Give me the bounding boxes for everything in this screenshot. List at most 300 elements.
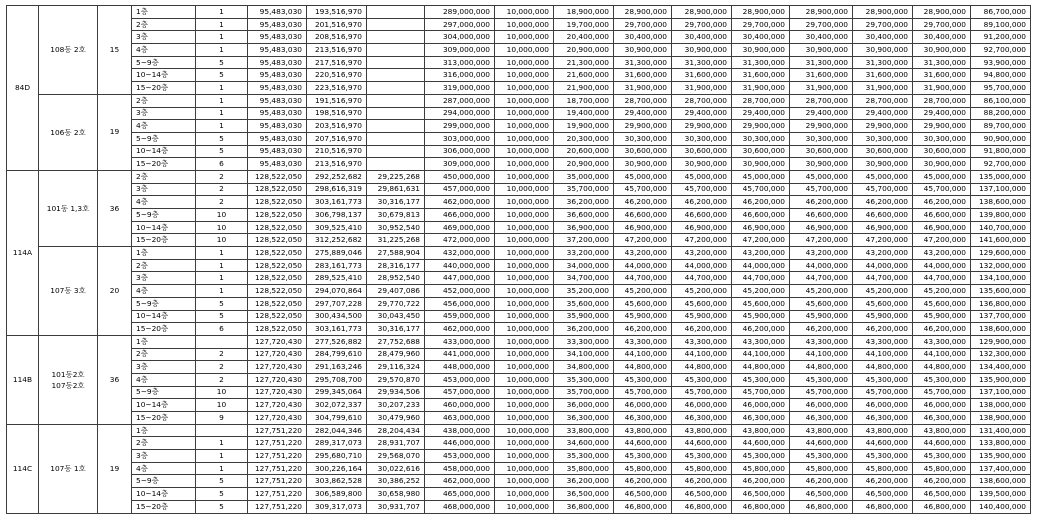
building-price-cell: 213,516,970	[307, 158, 367, 171]
interim-3-cell: 29,900,000	[732, 120, 790, 133]
building-price-cell: 304,799,610	[307, 412, 367, 425]
count-cell: 2	[196, 170, 248, 183]
balance-cell: 136,800,000	[971, 297, 1031, 310]
balance-cell: 92,700,000	[971, 158, 1031, 171]
interim-5-cell: 29,900,000	[853, 120, 913, 133]
interim-2-cell: 46,200,000	[672, 323, 732, 336]
interim-4-cell: 45,800,000	[790, 462, 853, 475]
interim-6-cell: 28,900,000	[913, 6, 971, 19]
supply-price-cell: 457,000,000	[425, 183, 495, 196]
interim-5-cell: 45,300,000	[853, 450, 913, 463]
balance-cell: 90,900,000	[971, 132, 1031, 145]
count-cell: 1	[196, 285, 248, 298]
interim-2-cell: 43,200,000	[672, 247, 732, 260]
count-cell: 1	[196, 6, 248, 19]
interim-3-cell: 45,000,000	[732, 170, 790, 183]
count-cell: 1	[196, 18, 248, 31]
interim-1-cell: 43,200,000	[614, 247, 672, 260]
balance-cell: 138,600,000	[971, 196, 1031, 209]
land-price-cell: 128,522,050	[248, 323, 307, 336]
interim-6-cell: 30,300,000	[913, 132, 971, 145]
units-cell: 19	[98, 424, 132, 513]
table-row	[7, 209, 1031, 222]
balance-cell: 139,500,000	[971, 488, 1031, 501]
supply-price-cell: 460,000,000	[425, 399, 495, 412]
count-cell: 6	[196, 323, 248, 336]
vat-cell: 29,407,086	[367, 285, 425, 298]
count-cell	[196, 424, 248, 437]
contract-2-cell: 35,700,000	[554, 183, 614, 196]
interim-6-cell: 46,600,000	[913, 209, 971, 222]
interim-5-cell: 31,900,000	[853, 82, 913, 95]
interim-1-cell: 44,100,000	[614, 348, 672, 361]
interim-4-cell: 31,600,000	[790, 69, 853, 82]
balance-cell: 140,700,000	[971, 221, 1031, 234]
contract-2-cell: 35,300,000	[554, 450, 614, 463]
table-row	[7, 145, 1031, 158]
area-type-cell: 114B	[7, 335, 39, 424]
interim-3-cell: 28,700,000	[732, 94, 790, 107]
interim-1-cell: 45,200,000	[614, 285, 672, 298]
interim-6-cell: 45,700,000	[913, 183, 971, 196]
balance-cell: 86,700,000	[971, 6, 1031, 19]
count-cell: 1	[196, 437, 248, 450]
balance-cell: 129,600,000	[971, 247, 1031, 260]
interim-2-cell: 46,900,000	[672, 221, 732, 234]
interim-1-cell: 29,900,000	[614, 120, 672, 133]
interim-1-cell: 46,000,000	[614, 399, 672, 412]
supply-price-cell: 316,000,000	[425, 69, 495, 82]
supply-price-cell: 448,000,000	[425, 361, 495, 374]
land-price-cell: 127,720,430	[248, 412, 307, 425]
balance-cell: 89,100,000	[971, 18, 1031, 31]
contract-1-cell: 10,000,000	[495, 488, 554, 501]
vat-cell: 30,316,177	[367, 323, 425, 336]
interim-1-cell: 45,000,000	[614, 170, 672, 183]
interim-1-cell: 29,700,000	[614, 18, 672, 31]
supply-price-cell: 452,000,000	[425, 285, 495, 298]
contract-2-cell: 21,900,000	[554, 82, 614, 95]
table-row	[7, 31, 1031, 44]
count-cell: 2	[196, 373, 248, 386]
balance-cell: 133,800,000	[971, 437, 1031, 450]
interim-3-cell: 30,300,000	[732, 132, 790, 145]
contract-1-cell: 10,000,000	[495, 158, 554, 171]
contract-1-cell: 10,000,000	[495, 500, 554, 513]
interim-3-cell: 46,200,000	[732, 196, 790, 209]
table-row	[7, 386, 1031, 399]
contract-2-cell: 36,200,000	[554, 196, 614, 209]
units-cell: 36	[98, 335, 132, 424]
interim-2-cell: 31,600,000	[672, 69, 732, 82]
interim-2-cell: 29,700,000	[672, 18, 732, 31]
interim-5-cell: 46,600,000	[853, 209, 913, 222]
interim-5-cell: 30,400,000	[853, 31, 913, 44]
interim-6-cell: 46,200,000	[913, 323, 971, 336]
floor-cell: 15~20층	[132, 323, 196, 336]
interim-4-cell: 46,900,000	[790, 221, 853, 234]
interim-1-cell: 29,400,000	[614, 107, 672, 120]
floor-cell: 5~9층	[132, 297, 196, 310]
interim-1-cell: 46,900,000	[614, 221, 672, 234]
interim-3-cell: 46,200,000	[732, 323, 790, 336]
floor-cell: 5~9층	[132, 132, 196, 145]
interim-1-cell: 44,800,000	[614, 361, 672, 374]
vat-cell	[367, 107, 425, 120]
interim-1-cell: 31,300,000	[614, 56, 672, 69]
interim-1-cell: 44,000,000	[614, 259, 672, 272]
floor-cell: 2층	[132, 94, 196, 107]
interim-4-cell: 30,600,000	[790, 145, 853, 158]
vat-cell	[367, 56, 425, 69]
interim-4-cell: 45,900,000	[790, 310, 853, 323]
interim-3-cell: 44,800,000	[732, 361, 790, 374]
land-price-cell: 95,483,030	[248, 158, 307, 171]
contract-2-cell: 36,600,000	[554, 209, 614, 222]
land-price-cell: 127,751,220	[248, 500, 307, 513]
interim-2-cell: 45,900,000	[672, 310, 732, 323]
interim-6-cell: 31,900,000	[913, 82, 971, 95]
interim-1-cell: 45,700,000	[614, 183, 672, 196]
vat-cell	[367, 158, 425, 171]
floor-cell: 5~9층	[132, 386, 196, 399]
vat-cell: 30,679,813	[367, 209, 425, 222]
floor-cell: 4층	[132, 120, 196, 133]
building-label: 107동 3호	[50, 286, 86, 296]
interim-2-cell: 46,000,000	[672, 399, 732, 412]
building-price-cell: 282,044,346	[307, 424, 367, 437]
balance-cell: 134,400,000	[971, 361, 1031, 374]
interim-3-cell: 44,600,000	[732, 437, 790, 450]
contract-1-cell: 10,000,000	[495, 399, 554, 412]
interim-1-cell: 30,900,000	[614, 44, 672, 57]
vat-cell: 29,770,722	[367, 297, 425, 310]
building-price-cell: 193,516,970	[307, 6, 367, 19]
interim-4-cell: 31,900,000	[790, 82, 853, 95]
table-row	[7, 412, 1031, 425]
count-cell: 2	[196, 196, 248, 209]
interim-1-cell: 44,600,000	[614, 437, 672, 450]
floor-cell: 10~14층	[132, 310, 196, 323]
interim-1-cell: 28,900,000	[614, 6, 672, 19]
interim-1-cell: 45,300,000	[614, 373, 672, 386]
interim-2-cell: 31,300,000	[672, 56, 732, 69]
count-cell: 1	[196, 247, 248, 260]
units-cell: 19	[98, 94, 132, 170]
building-label: 101동 1,3호	[46, 204, 90, 213]
count-cell: 1	[196, 272, 248, 285]
land-price-cell: 127,751,220	[248, 450, 307, 463]
interim-4-cell: 45,300,000	[790, 450, 853, 463]
table-row	[7, 335, 1031, 348]
contract-1-cell: 10,000,000	[495, 450, 554, 463]
interim-3-cell: 45,800,000	[732, 462, 790, 475]
contract-1-cell: 10,000,000	[495, 475, 554, 488]
contract-1-cell: 10,000,000	[495, 247, 554, 260]
vat-cell: 28,931,707	[367, 437, 425, 450]
contract-2-cell: 18,900,000	[554, 6, 614, 19]
interim-1-cell: 30,600,000	[614, 145, 672, 158]
floor-cell: 15~20층	[132, 158, 196, 171]
interim-5-cell: 30,600,000	[853, 145, 913, 158]
contract-1-cell: 10,000,000	[495, 31, 554, 44]
vat-cell	[367, 69, 425, 82]
supply-price-cell: 462,000,000	[425, 323, 495, 336]
contract-1-cell: 10,000,000	[495, 310, 554, 323]
contract-2-cell: 21,300,000	[554, 56, 614, 69]
vat-cell: 28,316,177	[367, 259, 425, 272]
table-row	[7, 399, 1031, 412]
area-type-cell: 114C	[7, 424, 39, 513]
building-price-cell: 295,680,710	[307, 450, 367, 463]
building-label: 101동2호	[51, 369, 85, 379]
table-row	[7, 373, 1031, 386]
interim-6-cell: 44,000,000	[913, 259, 971, 272]
supply-price-cell: 469,000,000	[425, 221, 495, 234]
balance-cell: 137,100,000	[971, 183, 1031, 196]
interim-2-cell: 30,400,000	[672, 31, 732, 44]
building-cell	[39, 424, 98, 513]
land-price-cell: 128,522,050	[248, 221, 307, 234]
interim-4-cell: 29,900,000	[790, 120, 853, 133]
supply-price-cell: 304,000,000	[425, 31, 495, 44]
contract-1-cell: 10,000,000	[495, 335, 554, 348]
building-price-cell: 220,516,970	[307, 69, 367, 82]
supply-price-cell: 450,000,000	[425, 170, 495, 183]
contract-1-cell: 10,000,000	[495, 323, 554, 336]
contract-1-cell: 10,000,000	[495, 209, 554, 222]
interim-2-cell: 46,200,000	[672, 196, 732, 209]
interim-5-cell: 46,800,000	[853, 500, 913, 513]
floor-cell: 1층	[132, 247, 196, 260]
interim-4-cell: 44,800,000	[790, 361, 853, 374]
supply-price-cell: 468,000,000	[425, 500, 495, 513]
supply-price-cell: 309,000,000	[425, 44, 495, 57]
interim-6-cell: 31,600,000	[913, 69, 971, 82]
interim-5-cell: 30,900,000	[853, 158, 913, 171]
interim-4-cell: 44,000,000	[790, 259, 853, 272]
vat-cell: 31,225,268	[367, 234, 425, 247]
interim-5-cell: 28,700,000	[853, 94, 913, 107]
contract-2-cell: 35,700,000	[554, 386, 614, 399]
land-price-cell: 95,483,030	[248, 132, 307, 145]
interim-2-cell: 45,300,000	[672, 450, 732, 463]
building-cell	[39, 170, 98, 246]
building-price-cell: 294,070,864	[307, 285, 367, 298]
vat-cell: 28,952,540	[367, 272, 425, 285]
balance-cell: 141,600,000	[971, 234, 1031, 247]
contract-2-cell: 20,400,000	[554, 31, 614, 44]
interim-1-cell: 28,700,000	[614, 94, 672, 107]
interim-2-cell: 44,800,000	[672, 361, 732, 374]
interim-4-cell: 46,200,000	[790, 323, 853, 336]
building-cell	[39, 335, 98, 424]
table-row	[7, 488, 1031, 501]
interim-4-cell: 45,600,000	[790, 297, 853, 310]
count-cell: 1	[196, 120, 248, 133]
interim-1-cell: 30,400,000	[614, 31, 672, 44]
contract-2-cell: 34,600,000	[554, 437, 614, 450]
land-price-cell: 127,751,220	[248, 488, 307, 501]
land-price-cell: 127,751,220	[248, 437, 307, 450]
interim-2-cell: 28,700,000	[672, 94, 732, 107]
interim-5-cell: 43,200,000	[853, 247, 913, 260]
land-price-cell: 95,483,030	[248, 44, 307, 57]
table-row	[7, 361, 1031, 374]
vat-cell: 30,931,707	[367, 500, 425, 513]
contract-1-cell: 10,000,000	[495, 259, 554, 272]
interim-4-cell: 44,100,000	[790, 348, 853, 361]
interim-5-cell: 30,900,000	[853, 44, 913, 57]
land-price-cell: 128,522,050	[248, 272, 307, 285]
balance-cell: 138,900,000	[971, 412, 1031, 425]
count-cell	[196, 335, 248, 348]
interim-6-cell: 29,900,000	[913, 120, 971, 133]
interim-2-cell: 46,500,000	[672, 488, 732, 501]
contract-2-cell: 36,500,000	[554, 488, 614, 501]
building-price-cell: 198,516,970	[307, 107, 367, 120]
floor-cell: 1층	[132, 6, 196, 19]
interim-3-cell: 30,600,000	[732, 145, 790, 158]
floor-cell: 10~14층	[132, 399, 196, 412]
land-price-cell: 95,483,030	[248, 94, 307, 107]
interim-6-cell: 47,200,000	[913, 234, 971, 247]
vat-cell: 29,568,070	[367, 450, 425, 463]
units-cell: 15	[98, 6, 132, 95]
vat-cell	[367, 6, 425, 19]
count-cell: 10	[196, 234, 248, 247]
contract-2-cell: 33,800,000	[554, 424, 614, 437]
land-price-cell: 127,720,430	[248, 335, 307, 348]
building-price-cell: 291,163,246	[307, 361, 367, 374]
table-row	[7, 450, 1031, 463]
contract-2-cell: 36,900,000	[554, 221, 614, 234]
vat-cell: 28,479,960	[367, 348, 425, 361]
interim-2-cell: 45,800,000	[672, 462, 732, 475]
building-price-cell: 203,516,970	[307, 120, 367, 133]
building-price-cell: 295,708,700	[307, 373, 367, 386]
supply-price-cell: 306,000,000	[425, 145, 495, 158]
table-row	[7, 323, 1031, 336]
land-price-cell: 128,522,050	[248, 310, 307, 323]
land-price-cell: 128,522,050	[248, 234, 307, 247]
interim-6-cell: 44,100,000	[913, 348, 971, 361]
count-cell: 10	[196, 221, 248, 234]
contract-2-cell: 34,700,000	[554, 272, 614, 285]
table-row	[7, 18, 1031, 31]
table-row	[7, 272, 1031, 285]
interim-4-cell: 29,400,000	[790, 107, 853, 120]
floor-cell: 10~14층	[132, 69, 196, 82]
balance-cell: 135,900,000	[971, 450, 1031, 463]
interim-6-cell: 46,200,000	[913, 196, 971, 209]
balance-cell: 135,000,000	[971, 170, 1031, 183]
interim-3-cell: 30,400,000	[732, 31, 790, 44]
interim-6-cell: 45,300,000	[913, 450, 971, 463]
contract-1-cell: 10,000,000	[495, 386, 554, 399]
interim-6-cell: 44,600,000	[913, 437, 971, 450]
interim-4-cell: 45,700,000	[790, 183, 853, 196]
interim-2-cell: 46,200,000	[672, 475, 732, 488]
interim-6-cell: 46,300,000	[913, 412, 971, 425]
balance-cell: 89,700,000	[971, 120, 1031, 133]
table-row	[7, 285, 1031, 298]
count-cell: 5	[196, 310, 248, 323]
interim-5-cell: 46,300,000	[853, 412, 913, 425]
interim-2-cell: 29,900,000	[672, 120, 732, 133]
count-cell: 6	[196, 158, 248, 171]
supply-price-cell: 287,000,000	[425, 94, 495, 107]
count-cell: 5	[196, 69, 248, 82]
building-price-cell: 297,707,228	[307, 297, 367, 310]
building-price-cell: 208,516,970	[307, 31, 367, 44]
vat-cell: 30,479,960	[367, 412, 425, 425]
land-price-cell: 95,483,030	[248, 6, 307, 19]
balance-cell: 129,900,000	[971, 335, 1031, 348]
interim-5-cell: 31,600,000	[853, 69, 913, 82]
interim-2-cell: 45,700,000	[672, 183, 732, 196]
interim-1-cell: 31,900,000	[614, 82, 672, 95]
land-price-cell: 95,483,030	[248, 82, 307, 95]
vat-cell: 30,316,177	[367, 196, 425, 209]
interim-4-cell: 45,200,000	[790, 285, 853, 298]
interim-6-cell: 46,200,000	[913, 475, 971, 488]
vat-cell: 27,588,904	[367, 247, 425, 260]
interim-3-cell: 46,500,000	[732, 488, 790, 501]
floor-cell: 10~14층	[132, 488, 196, 501]
supply-price-cell: 432,000,000	[425, 247, 495, 260]
interim-4-cell: 46,500,000	[790, 488, 853, 501]
building-price-cell: 300,434,500	[307, 310, 367, 323]
interim-6-cell: 30,900,000	[913, 44, 971, 57]
interim-3-cell: 31,600,000	[732, 69, 790, 82]
building-price-cell: 303,161,773	[307, 196, 367, 209]
balance-cell: 137,100,000	[971, 386, 1031, 399]
floor-cell: 1층	[132, 335, 196, 348]
building-price-cell: 289,525,410	[307, 272, 367, 285]
land-price-cell: 127,751,220	[248, 424, 307, 437]
interim-5-cell: 31,300,000	[853, 56, 913, 69]
contract-1-cell: 10,000,000	[495, 170, 554, 183]
land-price-cell: 95,483,030	[248, 120, 307, 133]
balance-cell: 132,000,000	[971, 259, 1031, 272]
floor-cell: 5~9층	[132, 475, 196, 488]
contract-2-cell: 36,800,000	[554, 500, 614, 513]
contract-2-cell: 33,300,000	[554, 335, 614, 348]
interim-3-cell: 46,300,000	[732, 412, 790, 425]
table-row	[7, 82, 1031, 95]
supply-price-cell: 462,000,000	[425, 475, 495, 488]
table-row	[7, 500, 1031, 513]
interim-1-cell: 46,600,000	[614, 209, 672, 222]
supply-price-cell: 309,000,000	[425, 158, 495, 171]
supply-price-cell: 462,000,000	[425, 196, 495, 209]
count-cell: 5	[196, 56, 248, 69]
vat-cell	[367, 44, 425, 57]
interim-4-cell: 43,300,000	[790, 335, 853, 348]
interim-5-cell: 46,900,000	[853, 221, 913, 234]
floor-cell: 4층	[132, 196, 196, 209]
count-cell: 10	[196, 399, 248, 412]
land-price-cell: 95,483,030	[248, 56, 307, 69]
supply-price-cell: 472,000,000	[425, 234, 495, 247]
contract-1-cell: 10,000,000	[495, 69, 554, 82]
interim-6-cell: 44,700,000	[913, 272, 971, 285]
supply-price-cell: 453,000,000	[425, 450, 495, 463]
count-cell: 5	[196, 488, 248, 501]
interim-2-cell: 45,200,000	[672, 285, 732, 298]
building-label: 107동2호	[51, 380, 85, 390]
